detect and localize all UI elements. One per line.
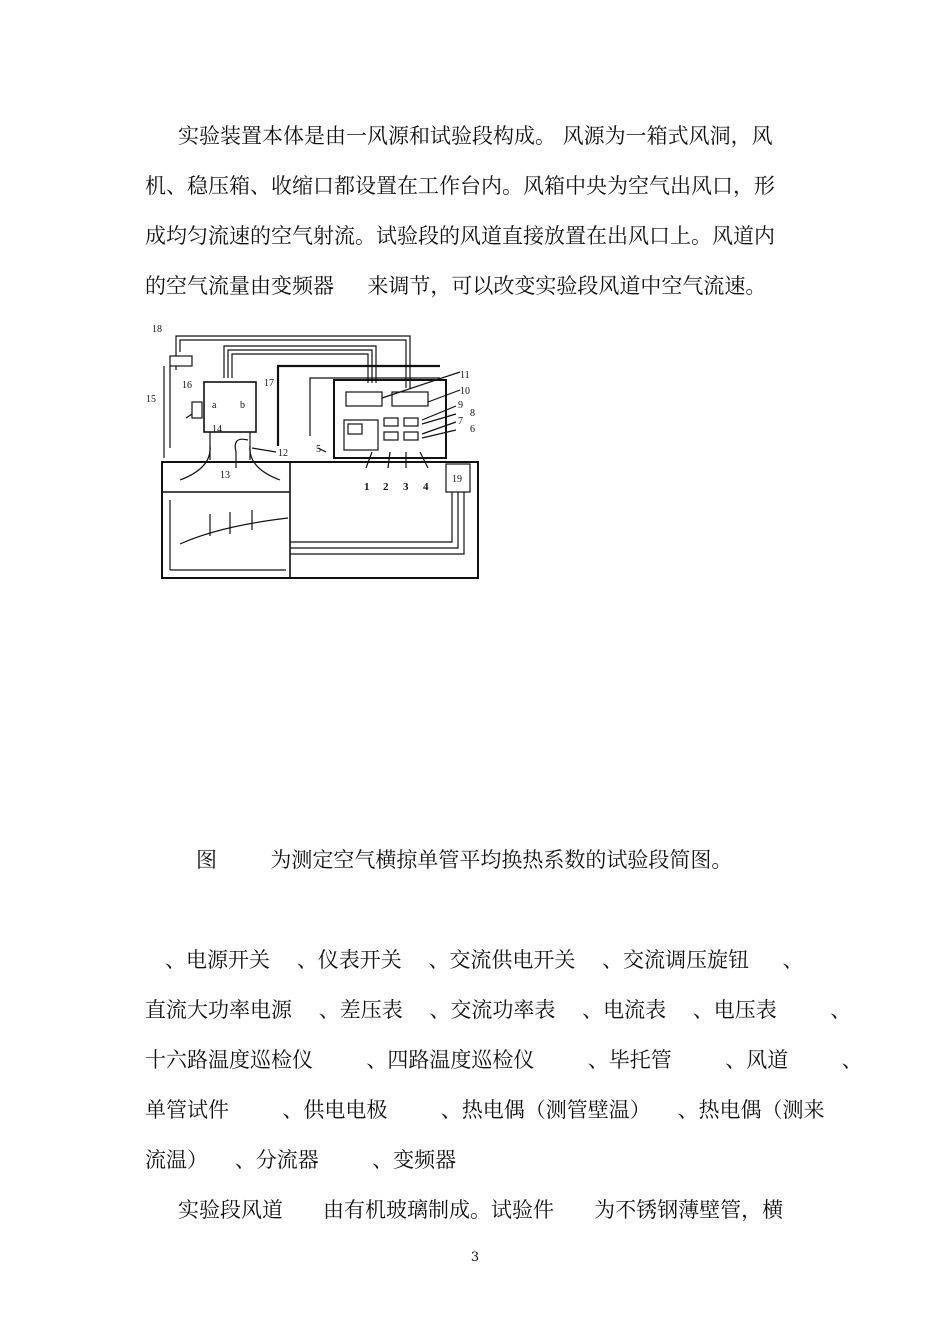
label-10: 10 <box>460 386 470 397</box>
label-5: 5 <box>316 444 321 455</box>
legend-line4: 单管试件 、供电电极 、热电偶（测管壁温） 、热电偶（测来 <box>145 1098 825 1122</box>
legend-line5: 流温） 、分流器 、变频器 <box>145 1148 457 1172</box>
label-7: 7 <box>458 416 463 427</box>
label-8: 8 <box>470 408 475 419</box>
label-4: 4 <box>423 481 429 493</box>
label-19: 19 <box>452 474 462 485</box>
label-6: 6 <box>470 424 475 435</box>
label-3: 3 <box>403 481 409 493</box>
label-16: 16 <box>182 380 192 391</box>
label-13: 13 <box>220 470 230 481</box>
label-2: 2 <box>383 481 389 493</box>
label-11: 11 <box>460 370 470 381</box>
figure-caption: 图 为测定空气横掠单管平均换热系数的试验段简图。 <box>196 848 733 872</box>
label-15: 15 <box>146 394 156 405</box>
label-18: 18 <box>152 324 162 335</box>
legend-line3: 十六路温度巡检仪 、四路温度巡检仪 、毕托管 、风道 、 <box>145 1048 863 1072</box>
label-1: 1 <box>364 481 370 493</box>
paragraph1-line4: 的空气流量由变频器 来调节，可以改变实验段风道中空气流速。 <box>145 274 767 298</box>
label-9: 9 <box>458 400 463 411</box>
legend-line1: 、电源开关 、仪表开关 、交流供电开关 、交流调压旋钮 、 <box>145 948 804 972</box>
paragraph2-line1: 实验段风道 由有机玻璃制成。试验件 为不锈钢薄壁管，横 <box>178 1198 784 1222</box>
label-14: 14 <box>212 424 222 435</box>
label-b: b <box>240 400 245 411</box>
legend-line2: 直流大功率电源 、差压表 、交流功率表 、电流表 、电压表 、 <box>145 998 852 1022</box>
paragraph1-line2: 机、稳压箱、收缩口都设置在工作台内。风箱中央为空气出风口，形 <box>145 174 775 198</box>
label-17: 17 <box>264 378 274 389</box>
label-a: a <box>212 400 217 411</box>
page-number: 3 <box>470 1250 480 1265</box>
apparatus-diagram <box>140 318 490 583</box>
paragraph1-line1: 实验装置本体是由一风源和试验段构成。 风源为一箱式风洞，风 <box>178 124 773 148</box>
label-12: 12 <box>278 448 288 459</box>
paragraph1-line3: 成均匀流速的空气射流。试验段的风道直接放置在出风口上。风道内 <box>145 224 775 248</box>
